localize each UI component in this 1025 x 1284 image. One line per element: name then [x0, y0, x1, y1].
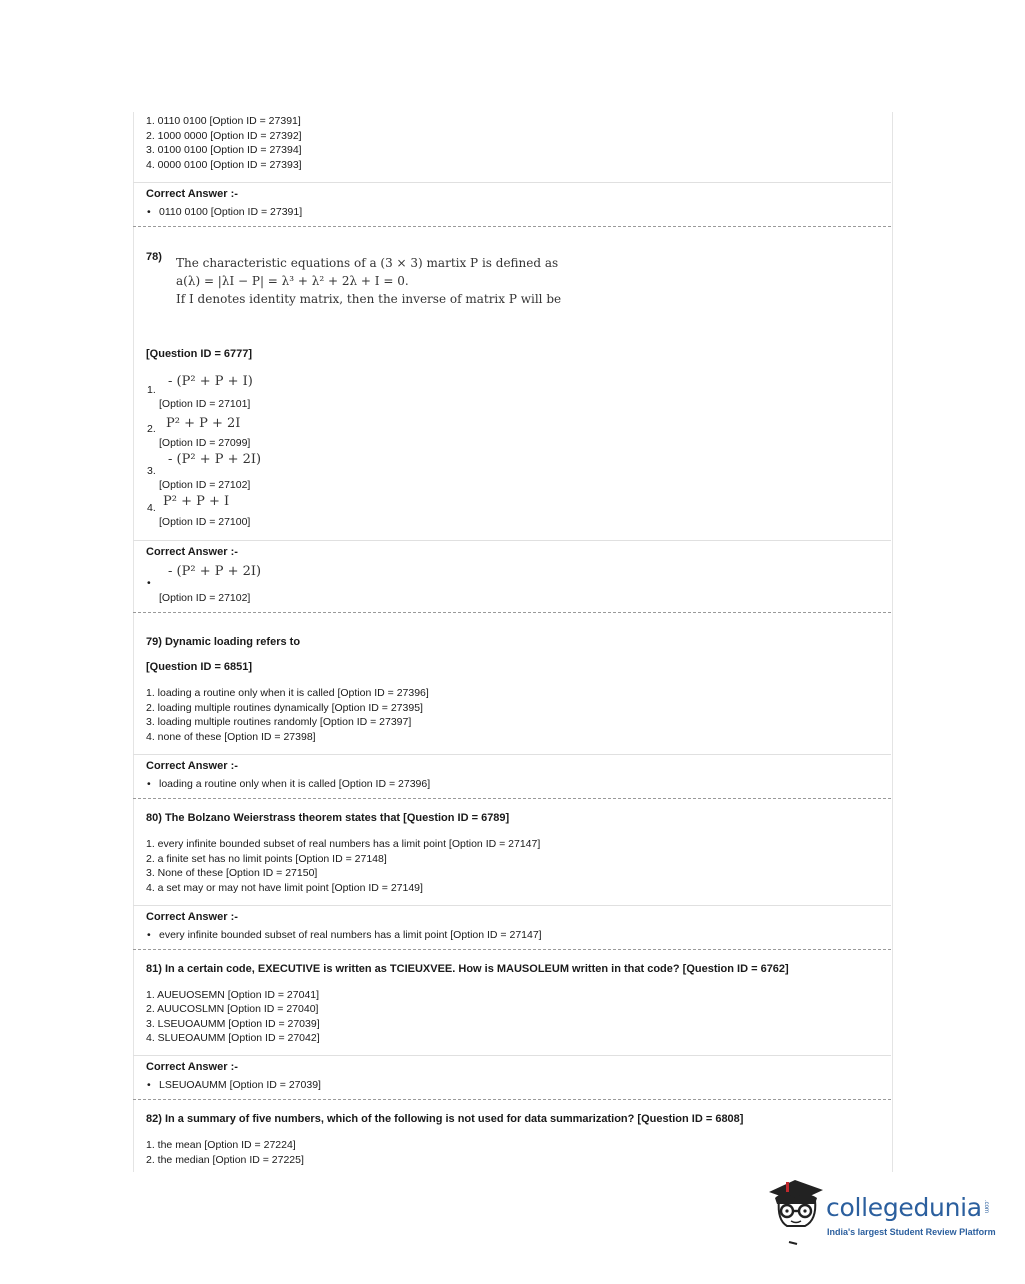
question-divider	[133, 612, 891, 613]
q81-option-2: 2. AUUCOSLMN [Option ID = 27040]	[146, 1003, 319, 1015]
q77-correct-answer: • 0110 0100 [Option ID = 27391]	[147, 205, 302, 220]
bullet-icon: •	[147, 577, 151, 589]
q78-correct-label: Correct Answer :-	[146, 546, 238, 558]
q80-correct-label: Correct Answer :-	[146, 911, 238, 923]
q78-text-line-1: The characteristic equations of a (3 × 3) martix P is defined as	[176, 256, 559, 270]
q77-option-3: 3. 0100 0100 [Option ID = 27394]	[146, 144, 302, 156]
logo-com: .com	[983, 1200, 989, 1214]
q78-option-4-id: [Option ID = 27100]	[159, 516, 251, 528]
q81-correct-answer: • LSEUOAUMM [Option ID = 27039]	[147, 1078, 321, 1093]
question-divider	[133, 798, 891, 799]
q78-option-2-expr: P² + P + 2I	[166, 416, 241, 431]
logo-wordmark: collegedunia	[826, 1193, 982, 1222]
q79-option-2: 2. loading multiple routines dynamically [Option ID = 27395]	[146, 702, 423, 714]
q81-option-4: 4. SLUEOAUMM [Option ID = 27042]	[146, 1032, 320, 1044]
q78-correct-expr: - (P² + P + 2I)	[168, 564, 262, 579]
q78-correct-id: [Option ID = 27102]	[159, 592, 251, 604]
q77-option-1: 1. 0110 0100 [Option ID = 27391]	[146, 115, 301, 127]
q79-option-3: 3. loading multiple routines randomly [Option ID = 27397]	[146, 716, 412, 728]
q78-option-1-id: [Option ID = 27101]	[159, 398, 251, 410]
question-divider	[133, 1099, 891, 1100]
q79-option-4: 4. none of these [Option ID = 27398]	[146, 731, 316, 743]
q78-question-id: [Question ID = 6777]	[146, 348, 253, 360]
divider	[133, 905, 891, 906]
divider	[133, 540, 891, 541]
q80-title: 80) The Bolzano Weierstrass theorem states that [Question ID = 6789]	[146, 812, 510, 824]
q78-text-line-3: If I denotes identity matrix, then the inverse of matrix P will be	[176, 292, 562, 306]
q78-equation: a(λ) = |λI − P| = λ³ + λ² + 2λ + I = 0.	[176, 274, 409, 288]
question-divider	[133, 949, 891, 950]
q78-option-4-expr: P² + P + I	[163, 494, 230, 509]
q78-option-2-number: 2.	[147, 423, 156, 435]
q80-correct-answer: • every infinite bounded subset of real numbers has a limit point [Option ID = 27147]	[147, 928, 542, 943]
divider	[133, 754, 891, 755]
q78-option-4-number: 4.	[147, 502, 156, 514]
q79-correct-answer: • loading a routine only when it is called [Option ID = 27396]	[147, 777, 430, 792]
q80-option-2: 2. a finite set has no limit points [Option ID = 27148]	[146, 853, 387, 865]
divider	[133, 182, 891, 183]
q78-option-1-expr: - (P² + P + I)	[168, 374, 253, 389]
divider	[133, 1055, 891, 1056]
q78-option-3-number: 3.	[147, 465, 156, 477]
question-divider	[133, 226, 891, 227]
q81-option-3: 3. LSEUOAUMM [Option ID = 27039]	[146, 1018, 320, 1030]
logo-tagline: India's largest Student Review Platform	[827, 1227, 996, 1237]
q79-title: 79) Dynamic loading refers to	[146, 636, 301, 648]
q79-question-id: [Question ID = 6851]	[146, 661, 253, 673]
q82-option-2: 2. the median [Option ID = 27225]	[146, 1154, 304, 1166]
q82-option-1: 1. the mean [Option ID = 27224]	[146, 1139, 296, 1151]
q82-title: 82) In a summary of five numbers, which of the following is not used for data summarization? [Question ID = 6808]	[146, 1113, 744, 1125]
q78-option-3-expr: - (P² + P + 2I)	[168, 452, 262, 467]
q80-option-3: 3. None of these [Option ID = 27150]	[146, 867, 318, 879]
q81-correct-label: Correct Answer :-	[146, 1061, 238, 1073]
q78-option-3-id: [Option ID = 27102]	[159, 479, 251, 491]
q79-option-1: 1. loading a routine only when it is called [Option ID = 27396]	[146, 687, 429, 699]
q78-option-1-number: 1.	[147, 384, 156, 396]
q77-correct-label: Correct Answer :-	[146, 188, 238, 200]
q80-option-1: 1. every infinite bounded subset of real numbers has a limit point [Option ID = 27147]	[146, 838, 541, 850]
mascot-logo-icon	[765, 1176, 827, 1246]
q77-option-2: 2. 1000 0000 [Option ID = 27392]	[146, 130, 302, 142]
q78-number: 78)	[146, 251, 162, 263]
q80-option-4: 4. a set may or may not have limit point [Option ID = 27149]	[146, 882, 423, 894]
q77-option-4: 4. 0000 0100 [Option ID = 27393]	[146, 159, 302, 171]
q79-correct-label: Correct Answer :-	[146, 760, 238, 772]
q78-option-2-id: [Option ID = 27099]	[159, 437, 251, 449]
q81-option-1: 1. AUEUOSEMN [Option ID = 27041]	[146, 989, 320, 1001]
q81-title: 81) In a certain code, EXECUTIVE is written as TCIEUXVEE. How is MAUSOLEUM written in that code? [Question ID = 6762]	[146, 963, 789, 975]
